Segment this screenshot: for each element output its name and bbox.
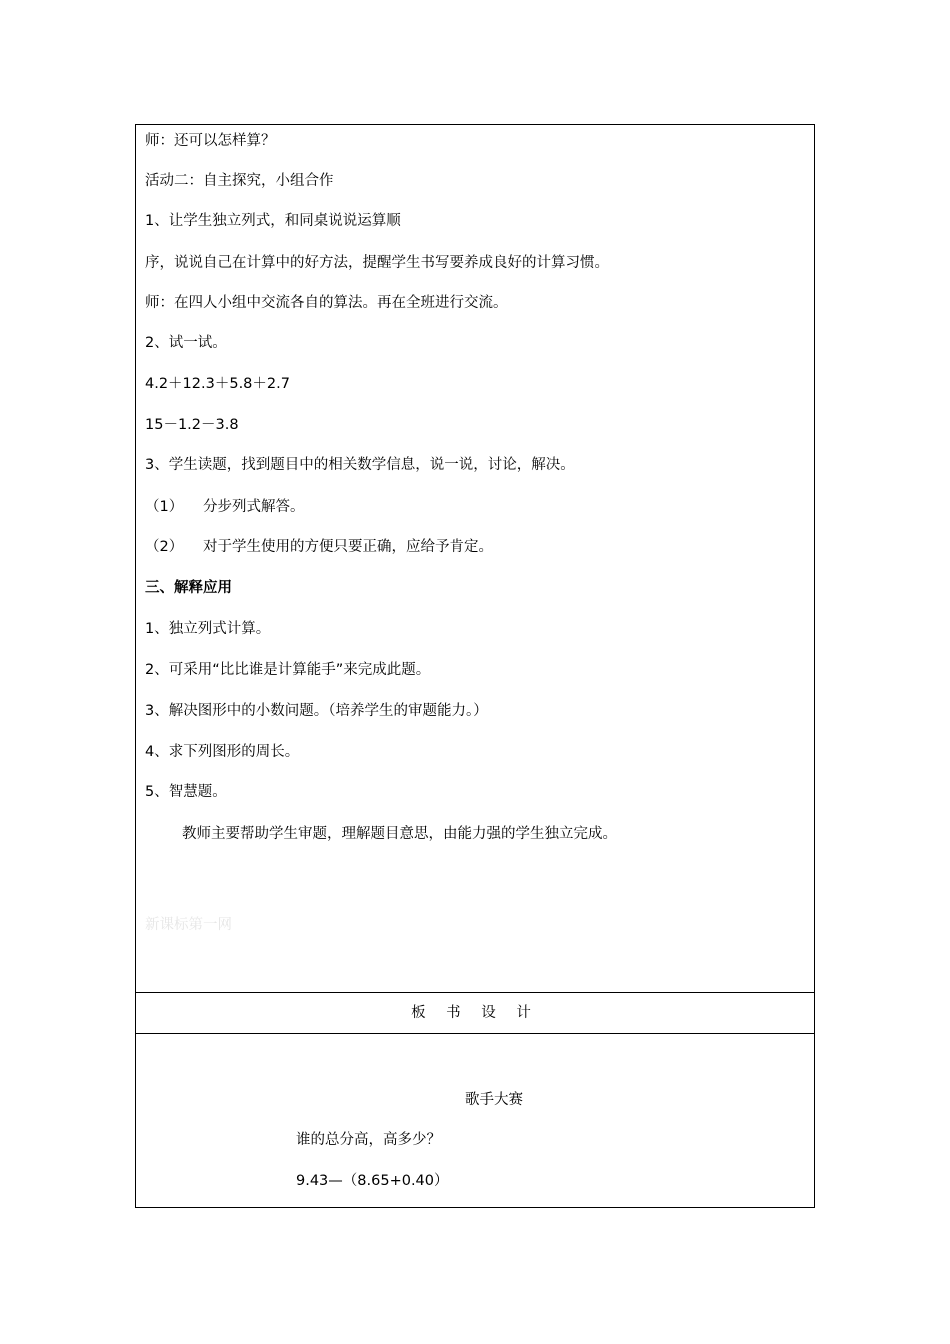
watermark: 新课标第一网: [145, 917, 232, 933]
text-line: 师：还可以怎样算？: [145, 133, 276, 149]
board-question: 谁的总分高，高多少？: [296, 1132, 441, 1148]
step-text: 分步列式解答。: [203, 499, 305, 515]
teacher-note: 教师主要帮助学生审题，理解题目意思，由能力强的学生独立完成。: [182, 826, 617, 842]
lesson-table: [135, 124, 815, 1208]
board-formula: 9.43—（8.65+0.40）: [296, 1173, 449, 1189]
text-line: 2、试一试。: [145, 335, 227, 351]
step-item: [145, 497, 305, 517]
text-line: 4.2＋12.3＋5.8＋2.7: [145, 376, 290, 392]
text-line: 师：在四人小组中交流各自的算法。再在全班进行交流。: [145, 295, 508, 311]
text-line: 活动二：自主探究，小组合作: [145, 173, 334, 189]
text-line: 3、学生读题，找到题目中的相关数学信息，说一说，讨论，解决。: [145, 457, 575, 473]
text-line: 3、解决图形中的小数问题。（培养学生的审题能力。）: [145, 703, 488, 719]
step-number: （2）: [145, 539, 184, 555]
text-line: 1、让学生独立列式，和同桌说说运算顺: [145, 213, 401, 229]
text-line: 5、智慧题。: [145, 784, 227, 800]
text-line: 4、求下列图形的周长。: [145, 744, 300, 760]
step-text: 对于学生使用的方便只要正确，应给予肯定。: [203, 539, 493, 555]
board-design-header: 板 书 设 计: [411, 1005, 539, 1021]
step-item: [145, 537, 493, 557]
text-line: 2、可采用“比比谁是计算能手”来完成此题。: [145, 662, 431, 678]
section-heading: 三、解释应用: [145, 580, 232, 596]
text-line: 1、独立列式计算。: [145, 621, 271, 637]
step-number: （1）: [145, 499, 184, 515]
teaching-process-cell: [136, 125, 814, 993]
text-line: 15－1.2－3.8: [145, 417, 239, 433]
text-line: 序，说说自己在计算中的好方法，提醒学生书写要养成良好的计算习惯。: [145, 255, 609, 271]
board-design-cell: [136, 1034, 814, 1207]
board-title: 歌手大赛: [465, 1092, 523, 1108]
board-design-header-cell: [136, 993, 814, 1034]
